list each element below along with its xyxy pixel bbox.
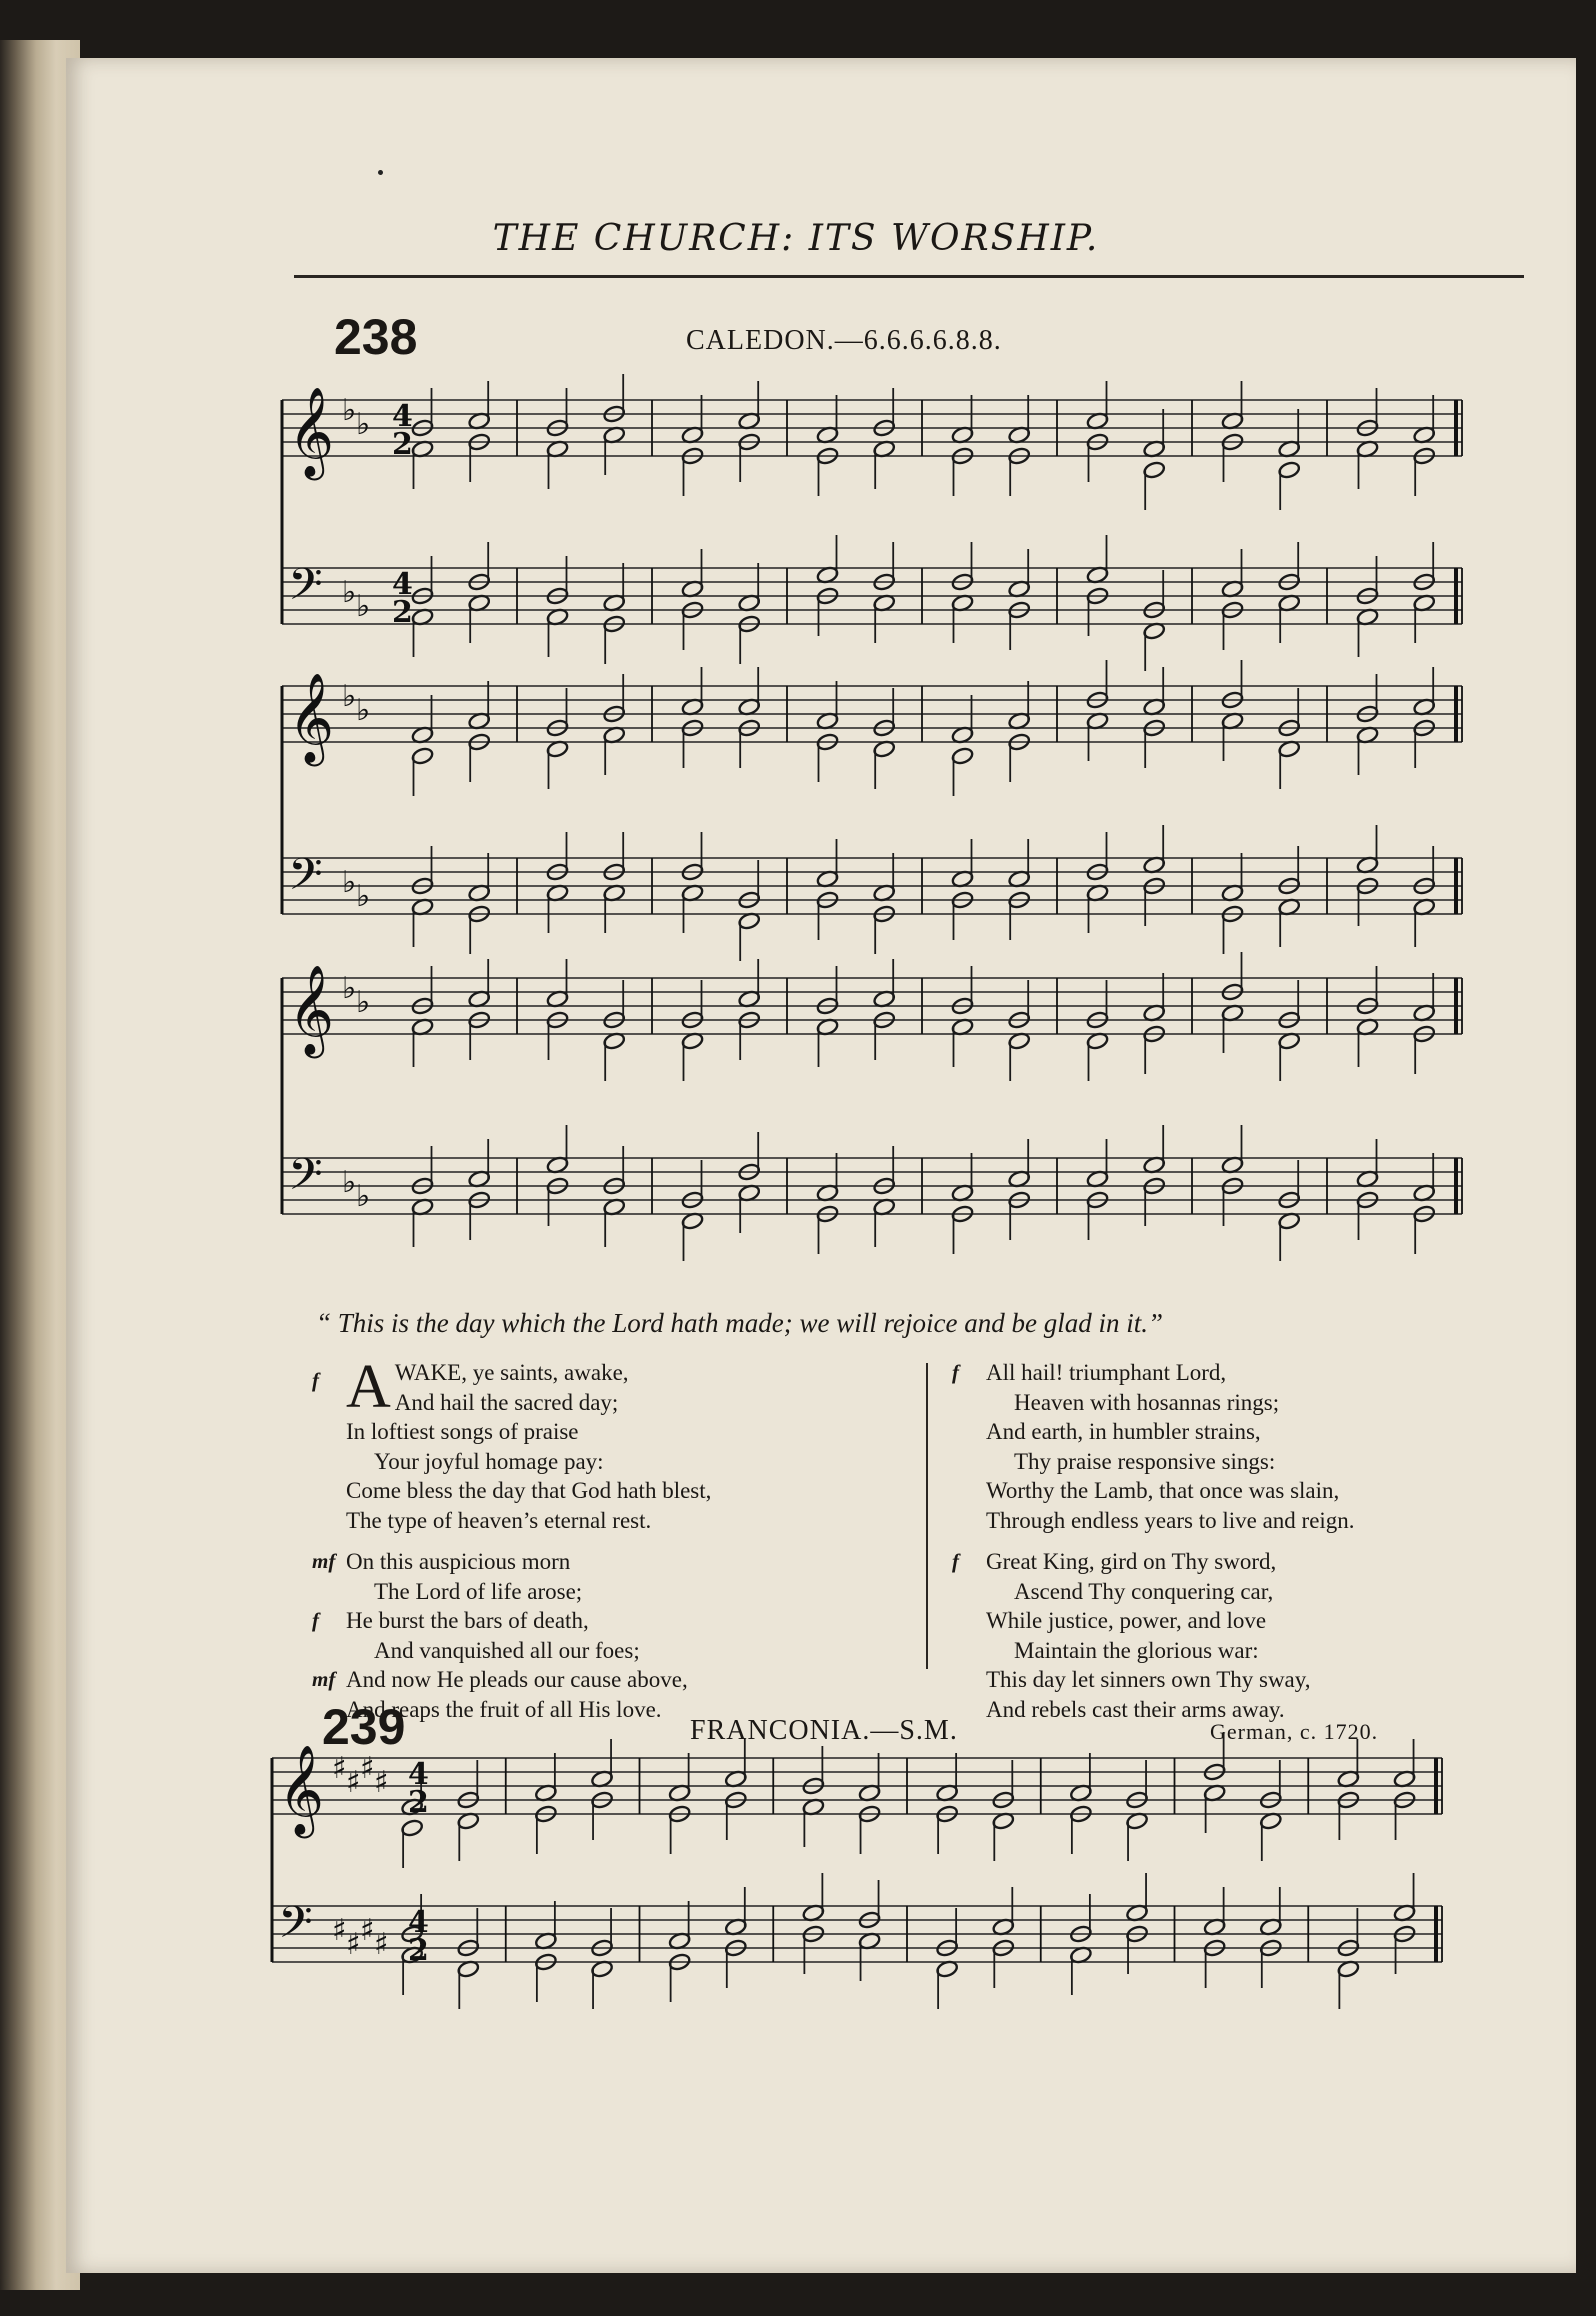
verse-line: [952, 1358, 1355, 1388]
key-signature-icon: ♯: [346, 1927, 361, 1962]
staff-systems: [272, 374, 1462, 2009]
verse-line: While justice, power, and love: [986, 1608, 1267, 1633]
drop-cap: A: [346, 1353, 391, 1421]
key-signature-icon: ♯: [374, 1927, 389, 1962]
key-signature-icon: ♭: [342, 1165, 357, 1200]
time-signature-bottom: 2: [408, 1785, 429, 1820]
verse-text: On this auspicious morn: [346, 1549, 571, 1574]
verse-line: [312, 1606, 711, 1636]
dynamic-mark: mf: [312, 1667, 336, 1691]
verse-line: This day let sinners own Thy sway,: [986, 1667, 1311, 1692]
verse-line: The type of heaven’s eternal rest.: [346, 1507, 652, 1533]
stanza-3: [952, 1358, 1355, 1535]
verse-line: In loftiest songs of praise: [346, 1419, 579, 1444]
time-signature-bottom: 2: [392, 595, 413, 630]
verse-line: And hail the sacred day;: [394, 1389, 619, 1415]
key-signature-icon: ♯: [360, 1751, 375, 1786]
key-signature-icon: ♭: [342, 575, 357, 610]
key-signature-icon: ♭: [356, 985, 371, 1020]
key-signature-icon: ♯: [332, 1751, 347, 1786]
scripture-epigraph: “ This is the day which the Lord hath made; we will rejoice and be glad in it.”: [316, 1308, 1163, 1338]
print-speck: [378, 170, 383, 175]
time-signature-top: 4: [392, 567, 413, 602]
verse-line: [312, 1665, 711, 1695]
key-signature-icon: ♯: [374, 1765, 389, 1800]
time-signature-bottom: 2: [408, 1933, 429, 1968]
time-signature-top: 4: [408, 1757, 429, 1792]
key-signature-icon: ♭: [342, 865, 357, 900]
running-head: THE CHURCH: ITS WORSHIP.: [492, 218, 1100, 259]
key-signature-icon: ♭: [356, 589, 371, 624]
tune-title-franconia: FRANCONIA.—S.M.: [690, 1715, 958, 1746]
stanza-1: [312, 1353, 712, 1535]
music-notation: [66, 58, 1576, 2273]
verse-line: The Lord of life arose;: [374, 1578, 583, 1604]
bass-clef-icon: 𝄢: [278, 1896, 313, 1959]
dynamic-mark: f: [312, 1608, 319, 1632]
verse-text: Great King, gird on Thy sword,: [986, 1549, 1277, 1574]
dynamic-mark: f: [952, 1360, 959, 1384]
verse-line: And reaps the fruit of all His love.: [346, 1696, 662, 1722]
key-signature-icon: ♭: [356, 407, 371, 442]
time-signature-bottom: 2: [392, 427, 413, 462]
hymn-number-238: 238: [334, 309, 418, 365]
verse-text: He burst the bars of death,: [346, 1608, 589, 1633]
hymn-number-239: 239: [322, 1699, 406, 1755]
verse-line: Heaven with hosannas rings;: [1014, 1389, 1280, 1415]
treble-clef-icon: 𝄞: [288, 387, 335, 477]
verse-column-left: [312, 1353, 712, 1724]
key-signature-icon: ♭: [342, 971, 357, 1006]
verse-line: Worthy the Lamb, that once was slain,: [986, 1478, 1340, 1503]
verse-line: And vanquished all our foes;: [374, 1637, 640, 1663]
key-signature-icon: ♯: [360, 1913, 375, 1948]
treble-clef-icon: 𝄞: [288, 965, 335, 1055]
bass-clef-icon: 𝄢: [288, 1148, 323, 1211]
verse-line: Come bless the day that God hath blest,: [346, 1478, 712, 1503]
verse-line: And rebels cast their arms away.: [986, 1696, 1285, 1722]
treble-clef-icon: 𝄞: [278, 1745, 325, 1835]
verse-line: Maintain the glorious war:: [1014, 1637, 1259, 1663]
verse-column-right: [952, 1358, 1355, 1724]
bass-clef-icon: 𝄢: [288, 848, 323, 911]
key-signature-icon: ♭: [342, 393, 357, 428]
treble-clef-icon: 𝄞: [288, 673, 335, 763]
time-signature-top: 4: [392, 399, 413, 434]
dynamic-mark: f: [312, 1368, 319, 1392]
verse-text: And now He pleads our cause above,: [346, 1667, 688, 1692]
verse-text: WAKE, ye saints, awake,: [394, 1360, 629, 1385]
key-signature-icon: ♯: [332, 1913, 347, 1948]
verse-text: All hail! triumphant Lord,: [986, 1360, 1227, 1385]
key-signature-icon: ♭: [356, 1179, 371, 1214]
key-signature-icon: ♭: [356, 879, 371, 914]
key-signature-icon: ♯: [346, 1765, 361, 1800]
verse-line: [312, 1547, 711, 1577]
verse-line: Ascend Thy conquering car,: [1014, 1578, 1274, 1604]
verse-line: Thy praise responsive sings:: [1014, 1448, 1276, 1474]
tune-title-caledon: CALEDON.—6.6.6.6.8.8.: [686, 325, 1002, 356]
bass-clef-icon: 𝄢: [288, 558, 323, 621]
hymnal-page: [66, 58, 1576, 2273]
verse-line: Through endless years to live and reign.: [986, 1507, 1355, 1533]
dynamic-mark: mf: [312, 1549, 336, 1573]
time-signature-top: 4: [408, 1905, 429, 1940]
column-divider: [926, 1363, 928, 1669]
dynamic-mark: f: [952, 1549, 959, 1573]
tune-attribution: German, c. 1720.: [1210, 1719, 1379, 1744]
verse-line: Your joyful homage pay:: [374, 1448, 604, 1474]
key-signature-icon: ♭: [356, 693, 371, 728]
stanza-4: [952, 1547, 1355, 1724]
verse-line: And earth, in humbler strains,: [986, 1419, 1261, 1444]
verse-line: [952, 1547, 1355, 1577]
key-signature-icon: ♭: [342, 679, 357, 714]
